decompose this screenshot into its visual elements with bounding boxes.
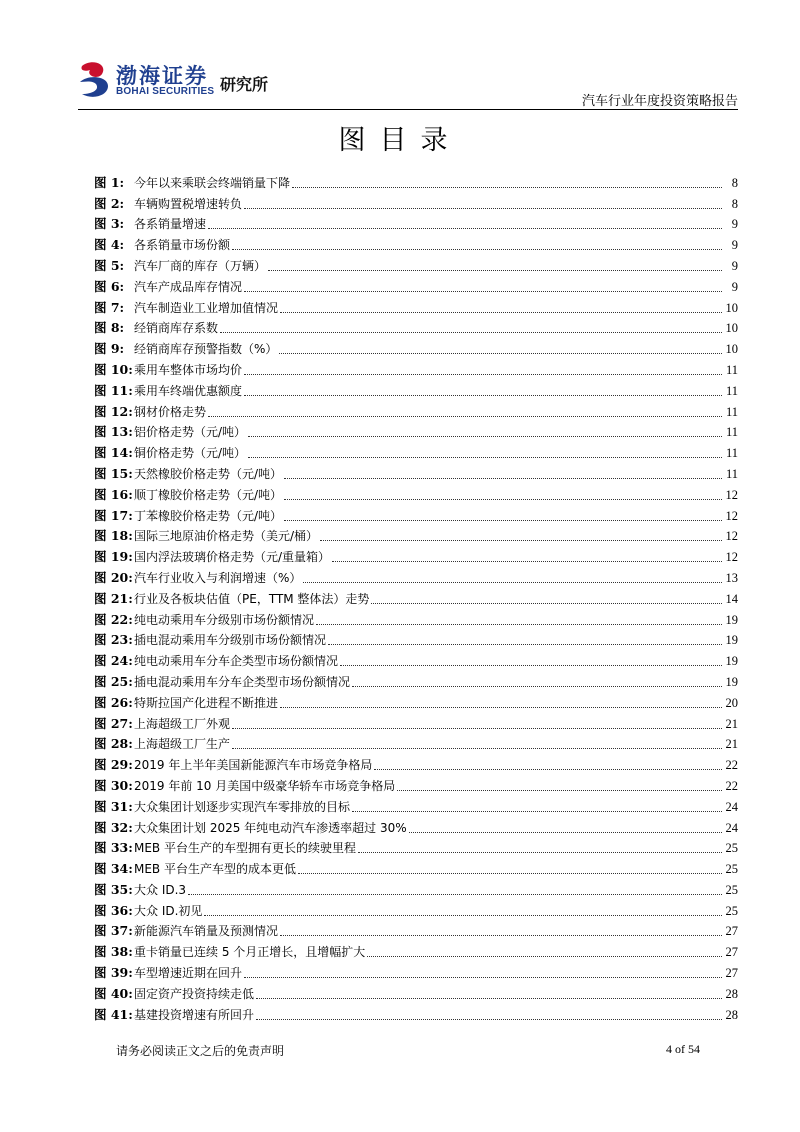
toc-entry-page: 20: [725, 695, 738, 710]
toc-entry-number: 图 15:: [94, 465, 133, 481]
toc-entry[interactable]: [94, 669, 738, 690]
page-indicator: 4 of 54: [666, 1042, 700, 1056]
toc-dot-leader: [220, 332, 722, 333]
toc-entry[interactable]: [94, 232, 738, 253]
toc-entry-number: 图 21:: [94, 590, 133, 606]
toc-entry-page: 24: [725, 820, 738, 835]
toc-dot-leader: [320, 540, 722, 541]
toc-entry-label: 新能源汽车销量及预测情况: [134, 924, 279, 939]
toc-entry-label: 汽车厂商的库存（万辆）: [134, 258, 267, 273]
toc-entry-page: 11: [725, 425, 738, 440]
toc-dot-leader: [244, 374, 722, 375]
toc-entry[interactable]: [94, 544, 738, 565]
toc-dot-leader: [280, 312, 722, 313]
toc-entry-page: 28: [725, 1007, 738, 1022]
toc-entry-page: 10: [725, 342, 738, 357]
toc-entry-page: 25: [725, 882, 738, 897]
toc-entry-label: 大众 ID.初见: [134, 903, 203, 918]
toc-dot-leader: [374, 769, 722, 770]
toc-entry[interactable]: [94, 815, 738, 836]
toc-entry[interactable]: [94, 524, 738, 545]
toc-entry-number: 图 3:: [94, 216, 125, 232]
toc-entry[interactable]: [94, 836, 738, 857]
toc-entry-label: 经销商库存系数: [134, 321, 219, 336]
toc-entry[interactable]: [94, 482, 738, 503]
toc-dot-leader: [244, 291, 722, 292]
toc-entry[interactable]: [94, 690, 738, 711]
toc-dot-leader: [188, 894, 722, 895]
toc-entry-label: 国际三地原油价格走势（美元/桶）: [134, 529, 319, 544]
toc-entry-label: 特斯拉国产化进程不断推进: [134, 695, 279, 710]
toc-entry-page: 21: [725, 716, 738, 731]
toc-entry-number: 图 41:: [94, 1006, 133, 1022]
toc-entry-page: 12: [725, 487, 738, 502]
toc-entry-label: 经销商库存预警指数（%）: [134, 342, 278, 357]
toc-entry-label: 2019 年上半年美国新能源汽车市场竞争格局: [134, 758, 373, 773]
toc-entry-label: 铜价格走势（元/吨）: [134, 446, 247, 461]
toc-entry-label: MEB 平台生产车型的成本更低: [134, 862, 296, 877]
toc-entry-page: 27: [725, 924, 738, 939]
toc-entry[interactable]: [94, 461, 738, 482]
toc-entry-page: 25: [725, 862, 738, 877]
toc-entry-page: 9: [731, 217, 738, 232]
toc-entry-page: 19: [725, 654, 738, 669]
toc-dot-leader: [371, 603, 722, 604]
toc-dot-leader: [244, 977, 722, 978]
toc-entry[interactable]: [94, 378, 738, 399]
toc-entry[interactable]: [94, 295, 738, 316]
toc-dot-leader: [332, 561, 722, 562]
toc-entry-label: 钢材价格走势: [134, 404, 207, 419]
toc-dot-leader: [303, 582, 722, 583]
toc-entry[interactable]: [94, 420, 738, 441]
toc-entry-number: 图 30:: [94, 777, 133, 793]
toc-dot-leader: [397, 790, 722, 791]
toc-title: 图目录: [338, 125, 462, 156]
toc-entry-page: 8: [731, 175, 738, 190]
toc-dot-leader: [358, 852, 722, 853]
toc-entry[interactable]: [94, 711, 738, 732]
toc-entry-page: 13: [725, 570, 738, 585]
logo-english-name: BOHAI SECURITIES: [116, 86, 215, 97]
toc-entry-label: 顺丁橡胶价格走势（元/吨）: [134, 487, 283, 502]
toc-entry-number: 图 17:: [94, 507, 133, 523]
toc-dot-leader: [367, 956, 722, 957]
toc-entry-label: 天然橡胶价格走势（元/吨）: [134, 466, 283, 481]
toc-entry-number: 图 9:: [94, 341, 125, 357]
toc-entry-page: 27: [725, 945, 738, 960]
toc-entry-number: 图 39:: [94, 965, 133, 981]
footer-disclaimer: 请务必阅读正文之后的免责声明: [116, 1044, 285, 1058]
toc-entry-number: 图 28:: [94, 736, 133, 752]
toc-dot-leader: [268, 270, 722, 271]
toc-dot-leader: [256, 1019, 722, 1020]
toc-entry-page: 24: [725, 799, 738, 814]
toc-entry-label: 插电混动乘用车分车企类型市场份额情况: [134, 674, 351, 689]
toc-entry-number: 图 8:: [94, 320, 125, 336]
toc-entry-label: 固定资产投资持续走低: [134, 986, 255, 1001]
toc-entry-page: 11: [725, 383, 738, 398]
toc-entry-number: 图 16:: [94, 486, 133, 502]
toc-dot-leader: [409, 832, 722, 833]
toc-dot-leader: [256, 998, 722, 999]
toc-dot-leader: [248, 457, 722, 458]
toc-entry-page: 25: [725, 903, 738, 918]
toc-entry-number: 图 14:: [94, 445, 133, 461]
toc-entry-label: MEB 平台生产的车型拥有更长的续驶里程: [134, 841, 356, 856]
toc-entry[interactable]: [94, 981, 738, 1002]
toc-entry-label: 大众 ID.3: [134, 882, 187, 897]
toc-entry-label: 重卡销量已连续 5 个月正增长，且增幅扩大: [134, 945, 366, 960]
toc-entry-number: 图 40:: [94, 985, 133, 1001]
toc-entry[interactable]: [94, 628, 738, 649]
toc-dot-leader: [284, 520, 722, 521]
toc-entry-number: 图 36:: [94, 902, 133, 918]
toc-entry-page: 8: [731, 196, 738, 211]
toc-dot-leader: [244, 395, 722, 396]
toc-entry[interactable]: [94, 960, 738, 981]
toc-entry-label: 汽车行业收入与利润增速（%）: [134, 570, 302, 585]
toc-entry-label: 车型增速近期在回升: [134, 966, 243, 981]
toc-dot-leader: [279, 353, 722, 354]
toc-entry-number: 图 26:: [94, 694, 133, 710]
toc-dot-leader: [280, 707, 722, 708]
toc-entry[interactable]: [94, 773, 738, 794]
toc-dot-leader: [232, 748, 722, 749]
toc-entry[interactable]: [94, 586, 738, 607]
toc-dot-leader: [244, 208, 722, 209]
toc-dot-leader: [280, 935, 722, 936]
toc-dot-leader: [248, 436, 722, 437]
toc-entry-label: 行业及各板块估值（PE，TTM 整体法）走势: [134, 591, 370, 606]
toc-dot-leader: [352, 686, 722, 687]
toc-entry-number: 图 6:: [94, 278, 125, 294]
toc-entry[interactable]: [94, 732, 738, 753]
toc-entry-number: 图 10:: [94, 361, 133, 377]
toc-entry-label: 纯电动乘用车分级别市场份额情况: [134, 612, 315, 627]
toc-entry-page: 11: [725, 404, 738, 419]
toc-entry-page: 11: [725, 466, 738, 481]
toc-entry[interactable]: [94, 856, 738, 877]
toc-entry[interactable]: [94, 357, 738, 378]
toc-entry-label: 汽车制造业工业增加值情况: [134, 300, 279, 315]
toc-entry-label: 基建投资增速有所回升: [134, 1007, 255, 1022]
toc-entry[interactable]: [94, 1002, 738, 1023]
toc-entry[interactable]: [94, 752, 738, 773]
toc-entry-number: 图 12:: [94, 403, 133, 419]
toc-entry-page: 9: [731, 258, 738, 273]
toc-entry[interactable]: [94, 794, 738, 815]
toc-entry-label: 纯电动乘用车分车企类型市场份额情况: [134, 654, 339, 669]
toc-dot-leader: [328, 644, 722, 645]
toc-entry-page: 10: [725, 321, 738, 336]
toc-entry-number: 图 35:: [94, 881, 133, 897]
toc-entry-number: 图 24:: [94, 653, 133, 669]
toc-dot-leader: [284, 478, 722, 479]
toc-entry-number: 图 33:: [94, 840, 133, 856]
toc-entry-label: 大众集团计划 2025 年纯电动汽车渗透率超过 30%: [134, 820, 407, 835]
toc-entry-label: 各系销量增速: [134, 217, 207, 232]
toc-entry[interactable]: [94, 877, 738, 898]
toc-entry-number: 图 11:: [94, 382, 133, 398]
toc-entry-number: 图 32:: [94, 819, 133, 835]
toc-entry[interactable]: [94, 399, 738, 420]
toc-entry-page: 28: [725, 986, 738, 1001]
toc-entry[interactable]: [94, 170, 738, 191]
toc-entry-page: 21: [725, 737, 738, 752]
toc-entry-label: 今年以来乘联会终端销量下降: [134, 175, 291, 190]
toc-dot-leader: [284, 499, 722, 500]
toc-entry-page: 12: [725, 529, 738, 544]
toc-entry-number: 图 13:: [94, 424, 133, 440]
toc-entry-number: 图 38:: [94, 944, 133, 960]
toc-dot-leader: [340, 665, 722, 666]
toc-entry-page: 19: [725, 633, 738, 648]
toc-entry-page: 11: [725, 446, 738, 461]
toc-entry-page: 10: [725, 300, 738, 315]
toc-entry-page: 19: [725, 674, 738, 689]
toc-entry[interactable]: [94, 898, 738, 919]
toc-entry[interactable]: [94, 565, 738, 586]
toc-entry[interactable]: [94, 648, 738, 669]
toc-entry-number: 图 1:: [94, 174, 125, 190]
toc-entry-number: 图 23:: [94, 632, 133, 648]
toc-dot-leader: [232, 728, 722, 729]
toc-entry[interactable]: [94, 336, 738, 357]
toc-entry-number: 图 4:: [94, 237, 125, 253]
toc-entry-label: 汽车产成品库存情况: [134, 279, 243, 294]
toc-entry-label: 2019 年前 10 月美国中级豪华轿车市场竞争格局: [134, 778, 396, 793]
toc-entry[interactable]: [94, 316, 738, 337]
toc-entry-number: 图 19:: [94, 549, 133, 565]
logo-chinese-name: 渤海证券: [116, 64, 208, 88]
toc-entry-label: 乘用车终端优惠额度: [134, 383, 243, 398]
toc-entry-label: 上海超级工厂生产: [134, 737, 231, 752]
toc-entry-number: 图 31:: [94, 798, 133, 814]
toc-entry-page: 12: [725, 508, 738, 523]
toc-entry[interactable]: [94, 919, 738, 940]
toc-entry-number: 图 5:: [94, 257, 125, 273]
page-header: [78, 58, 738, 110]
toc-entry-number: 图 34:: [94, 861, 133, 877]
toc-entry-page: 9: [731, 238, 738, 253]
header-divider: [78, 109, 738, 110]
toc-entry-page: 11: [725, 362, 738, 377]
toc-entry-label: 插电混动乘用车分级别市场份额情况: [134, 633, 327, 648]
toc-entry[interactable]: [94, 440, 738, 461]
toc-entry-number: 图 29:: [94, 757, 133, 773]
bohai-logo-icon: [78, 60, 112, 100]
toc-entry-label: 乘用车整体市场均价: [134, 362, 243, 377]
toc-entry-number: 图 25:: [94, 673, 133, 689]
toc-entry-label: 国内浮法玻璃价格走势（元/重量箱）: [134, 550, 331, 565]
toc-entry-number: 图 20:: [94, 569, 133, 585]
toc-entry-page: 14: [725, 591, 738, 606]
toc-entry-number: 图 22:: [94, 611, 133, 627]
toc-dot-leader: [208, 416, 722, 417]
toc-entry-label: 大众集团计划逐步实现汽车零排放的目标: [134, 799, 351, 814]
toc-entry-number: 图 18:: [94, 528, 133, 544]
toc-entry-label: 各系销量市场份额: [134, 238, 231, 253]
toc-dot-leader: [204, 915, 722, 916]
toc-entry[interactable]: [94, 607, 738, 628]
toc-entry-number: 图 7:: [94, 299, 125, 315]
toc-entry-label: 丁苯橡胶价格走势（元/吨）: [134, 508, 283, 523]
toc-dot-leader: [208, 228, 722, 229]
toc-dot-leader: [316, 624, 722, 625]
toc-entry-number: 图 37:: [94, 923, 133, 939]
toc-entry-page: 25: [725, 841, 738, 856]
toc-entry-page: 9: [731, 279, 738, 294]
institute-name: 研究所: [220, 75, 269, 94]
toc-entry[interactable]: [94, 191, 738, 212]
toc-dot-leader: [292, 187, 722, 188]
toc-entry-page: 19: [725, 612, 738, 627]
toc-entry[interactable]: [94, 503, 738, 524]
toc-entry[interactable]: [94, 253, 738, 274]
toc-entry-label: 上海超级工厂外观: [134, 716, 231, 731]
toc-entry-number: 图 2:: [94, 195, 125, 211]
toc-dot-leader: [232, 249, 722, 250]
toc-dot-leader: [352, 811, 722, 812]
toc-entry-number: 图 27:: [94, 715, 133, 731]
toc-entry-label: 铝价格走势（元/吨）: [134, 425, 247, 440]
toc-entry[interactable]: [94, 212, 738, 233]
toc-entry[interactable]: [94, 939, 738, 960]
toc-entry-page: 12: [725, 550, 738, 565]
figure-list: [94, 170, 738, 1023]
toc-entry-label: 车辆购置税增速转负: [134, 196, 243, 211]
toc-entry-page: 22: [725, 758, 738, 773]
toc-entry-page: 27: [725, 966, 738, 981]
toc-dot-leader: [298, 873, 722, 874]
report-title: 汽车行业年度投资策略报告: [581, 94, 738, 109]
toc-entry[interactable]: [94, 274, 738, 295]
toc-entry-page: 22: [725, 778, 738, 793]
